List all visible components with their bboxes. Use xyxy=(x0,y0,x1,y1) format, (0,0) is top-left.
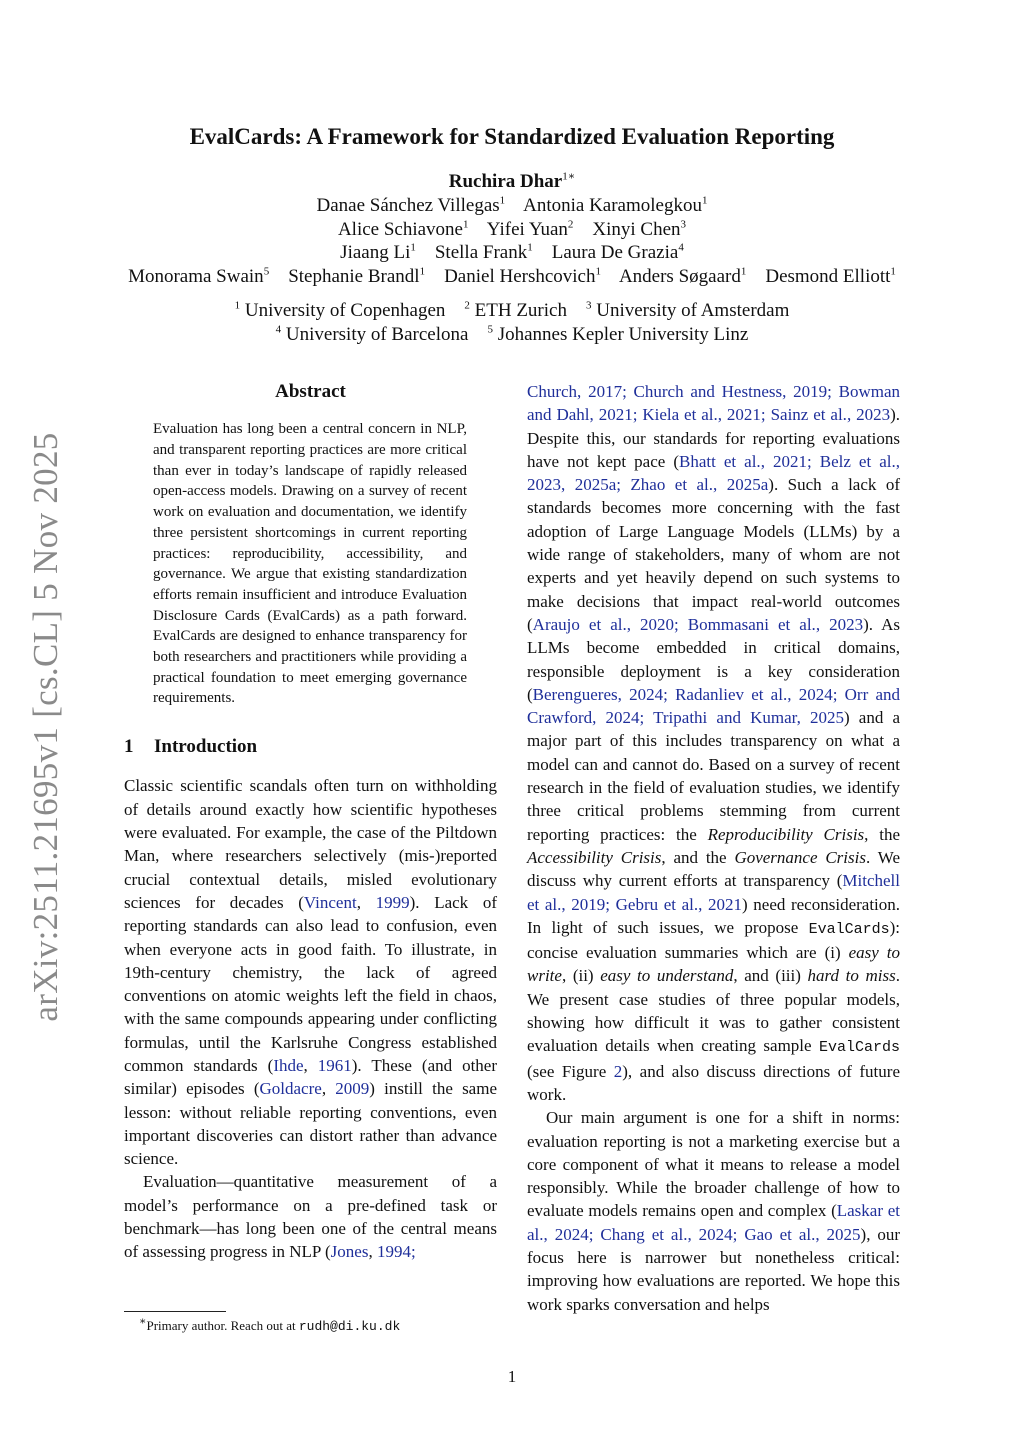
citation-sep: ; xyxy=(832,684,845,704)
citation-link[interactable]: 2023 xyxy=(527,475,561,495)
text-run: Classic scientific scandals often turn on withholding of details around exactly how scientific hypotheses were evaluated. For example, the case of the Piltdown Man, where researchers selectively (mis-)reported crucial contextual details, misled evolutionary sciences for decades ( xyxy=(124,776,497,912)
abstract-heading: Abstract xyxy=(275,381,346,402)
citation-sep: , xyxy=(561,475,575,495)
text-run: Our main argument is one for a shift in norms: evaluation reporting is not a marketing exercise but a core component of what it means to release a model responsibly. While the broader challenge of how to evaluate models remains open and complex ( xyxy=(527,1108,900,1221)
figure-ref-link[interactable]: 2 xyxy=(613,1061,623,1081)
text-run: ), and also discuss directions of future work. xyxy=(527,1061,900,1104)
citation-link[interactable]: Laskar et al. xyxy=(527,1201,900,1244)
text-run: ). Such a lack of standards becomes more concerning with the fast adoption of Large Language Models (LLMs) by a wide range of stakeholders, many of whom are not experts and yet heavily depend on such systems to make decisions that impact real-world outcomes ( xyxy=(527,475,900,634)
citation-link[interactable]: 1999 xyxy=(375,892,410,912)
citation-link[interactable]: Gebru et al. xyxy=(615,894,699,914)
right-column xyxy=(527,380,900,1316)
author-affil: 5 xyxy=(263,265,270,278)
page-number: 1 xyxy=(507,1367,517,1386)
citation-link[interactable]: 2017 xyxy=(588,382,623,401)
citation-link[interactable]: Orr and Crawford xyxy=(527,684,901,728)
citation-sep: , xyxy=(815,1224,827,1244)
text-run: (see Figure xyxy=(527,1061,614,1081)
citation-link[interactable]: 1961 xyxy=(317,1056,352,1075)
author-line-0 xyxy=(0,170,1024,194)
code-term: EvalCards xyxy=(808,920,890,938)
text-run: ) need reconsideration. In light of such issues, we propose xyxy=(527,894,901,937)
affil-num: 5 xyxy=(487,323,493,336)
affil-num: 3 xyxy=(585,299,592,312)
section-title: Introduction xyxy=(154,736,258,758)
right-paragraph-2 xyxy=(527,1106,900,1316)
arxiv-stamp: arXiv:2511.21695v1 [cs.CL] 5 Nov 2025 xyxy=(26,432,65,1022)
citation-link[interactable]: Bowman and Dahl xyxy=(527,382,900,425)
affil-name: ETH Zurich xyxy=(474,300,567,321)
citation-link[interactable]: Belz et al. xyxy=(819,451,896,471)
affil-num: 4 xyxy=(275,323,282,336)
text-run: ) instill the same lesson: without reliable reporting conventions, even important discoveries can distort rather than advance science. xyxy=(124,1079,497,1169)
text-run: , xyxy=(303,1056,318,1075)
author-name: Monorama Swain xyxy=(128,266,264,288)
citation-sep: , xyxy=(577,382,589,401)
author-name: Daniel Hershcovich xyxy=(444,266,596,288)
text-run: Evaluation—quantitative measurement of a model’s performance on a pre-defined task or benchmark—has long been one of the central means of assessing progress in NLP ( xyxy=(124,1172,497,1262)
affiliations xyxy=(0,299,1024,347)
citation-link[interactable]: 2025a xyxy=(726,475,769,495)
citation-sep: , xyxy=(589,405,599,425)
text-run: , (ii) xyxy=(561,966,601,986)
citation-sep: ; xyxy=(760,405,771,425)
text-run: ), our focus here is narrower but nonetheless critical: improving how evaluations are reported. We hope this work sparks conversation and helps xyxy=(527,1224,901,1314)
citation-link[interactable]: 2024 xyxy=(798,684,833,704)
citation-link[interactable]: Church and Hestness xyxy=(633,382,783,401)
author-line-3 xyxy=(0,241,1024,265)
citation-sep: , xyxy=(815,614,830,634)
citation-link[interactable]: Goldacre xyxy=(259,1079,322,1099)
right-paragraph-1 xyxy=(527,380,900,1106)
intro-paragraph-1 xyxy=(124,774,497,1170)
author-affil: 2 xyxy=(567,218,574,231)
author-affil: 1 xyxy=(419,265,426,278)
author-name: Desmond Elliott xyxy=(765,266,891,288)
citation-link[interactable]: Zhao et al. xyxy=(630,475,714,495)
author-affil: 1 xyxy=(595,265,601,278)
citation-link[interactable]: 2019 xyxy=(571,894,606,914)
author-block xyxy=(0,170,1024,289)
citation-sep: ; xyxy=(605,894,616,914)
citation-link[interactable]: 2024 xyxy=(698,1224,733,1244)
text-run: , and the xyxy=(661,847,735,867)
citation-sep: ; xyxy=(732,1224,745,1244)
citation-link[interactable]: Radanliev et al. xyxy=(675,684,788,704)
author-affil: 1 xyxy=(463,218,469,231)
citation-link[interactable]: 2021 xyxy=(726,405,761,425)
citation-sep: ; xyxy=(639,708,654,728)
citation-sep: , xyxy=(846,405,857,425)
footnote-rule xyxy=(124,1311,226,1312)
emphasis: Reproducibility Crisis xyxy=(707,824,865,844)
citation-sep: , xyxy=(543,1224,555,1244)
citation-link[interactable]: Vincent xyxy=(303,892,357,912)
footnote-mark: ∗ xyxy=(139,1315,147,1328)
citation-link[interactable]: 1994 xyxy=(376,1242,411,1262)
author-line-2 xyxy=(0,218,1024,242)
citation-link[interactable]: 2021 xyxy=(598,405,633,425)
author-name: Antonia Karamolegkou xyxy=(523,194,702,216)
citation-sep: ; xyxy=(806,451,820,471)
citation-link[interactable]: Jones xyxy=(330,1242,369,1262)
abstract-text: Evaluation has long been a central concern in NLP, and transparent reporting practices are more critical than ever in today’s landscape of rapidly released open-access models. Drawing on a survey of recent work on evaluation and documentation, we identify three persistent shortcomings in current reporting practices: reproducibility, accessibility, and governance. We argue that existing standardization efforts remain insufficient and introduce Evaluation Disclosure Cards (EvalCards) as a path forward. EvalCards are designed to enhance transparency for both researchers and practitioners while providing a practical foundation to meet emerging governance requirements. xyxy=(153,421,467,707)
citation-sep: ; xyxy=(632,405,643,425)
left-column xyxy=(124,380,497,1264)
text-run: ): concise evaluation summaries which are (i) xyxy=(527,917,900,963)
affil-name: University of Barcelona xyxy=(285,324,469,345)
citation-link[interactable]: Bhatt et al. xyxy=(679,451,761,471)
author-affil: 1 xyxy=(527,242,533,255)
author-name: Danae Sánchez Villegas xyxy=(316,194,500,216)
citation-link[interactable]: Sainz et al. xyxy=(770,405,847,425)
author-name: Jiaang Li xyxy=(340,242,411,264)
text-run: ). As LLMs become embedded in critical domains, responsible deployment is a key consideration ( xyxy=(527,614,900,704)
section-heading-introduction xyxy=(124,735,497,758)
citation-link[interactable]: 2023 xyxy=(829,614,864,634)
code-term: EvalCards xyxy=(818,1039,900,1057)
emphasis: hard to miss xyxy=(807,966,896,986)
author-name: Anders Søgaard xyxy=(618,266,741,288)
author-name: Stephanie Brandl xyxy=(288,266,420,288)
text-run: , and (iii) xyxy=(733,966,808,986)
text-run: ). Lack of reporting standards can also lead to confusion, even when everyone acts in good faith. To illustrate, in 19th-century chemistry, the lack of agreed conventions on atomic weights left the field in chaos, with the same compounds appearing under conflicting formulas, until the Karlsruhe Congress established common standards ( xyxy=(124,892,497,1075)
author-name: Laura De Grazia xyxy=(551,242,679,264)
citation-link[interactable]: Chang et al. xyxy=(600,1224,688,1244)
text-run: , the xyxy=(864,824,900,844)
citation-link[interactable]: 2021 xyxy=(708,894,742,914)
citation-sep: , xyxy=(626,614,640,634)
citation-link[interactable]: 2009 xyxy=(335,1079,370,1099)
author-affil: 1 xyxy=(410,242,416,255)
citation-sep: ; xyxy=(674,614,688,634)
affil-name: University of Copenhagen xyxy=(244,300,446,321)
author-affil: 3 xyxy=(680,218,687,231)
citation-link[interactable]: Araujo et al. xyxy=(532,614,627,634)
citation-sep: , xyxy=(617,684,630,704)
author-name: Yifei Yuan xyxy=(486,218,568,240)
author-line-4 xyxy=(0,265,1024,289)
citation-link[interactable]: Ihde xyxy=(273,1056,304,1075)
affil-name: Johannes Kepler University Linz xyxy=(497,324,749,345)
text-run: ). Despite this, our standards for reporting evaluations have not kept pace ( xyxy=(527,405,901,471)
citation-link[interactable]: Gao et al. xyxy=(744,1224,816,1244)
affil-name: University of Amsterdam xyxy=(596,300,790,321)
author-affil: 1 xyxy=(701,194,708,207)
citation-link[interactable]: 2021 xyxy=(772,451,807,471)
citation-sep: , xyxy=(782,382,794,401)
citation-sep: , xyxy=(895,451,900,471)
affil-num: 2 xyxy=(464,299,470,312)
citation-sep: ; xyxy=(588,1224,601,1244)
paper-title: EvalCards: A Framework for Standardized Evaluation Reporting xyxy=(189,124,835,149)
citation-sep: , xyxy=(592,708,606,728)
citation-link[interactable]: Berengueres xyxy=(532,684,618,704)
citation-link[interactable]: Church xyxy=(527,382,578,401)
text-run: . We discuss why current efforts at transparency ( xyxy=(527,847,900,891)
first-author-mark: 1∗ xyxy=(562,170,576,183)
text-run: ) and a major part of this includes transparency on what a model can and cannot do. Based on a survey of recent research in the field of evaluation studies, we identify three critical problems stemming from current reporting practices: the xyxy=(527,708,901,844)
footnote-email[interactable]: rudh@di.ku.dk xyxy=(298,1319,401,1334)
emphasis: Accessibility Crisis xyxy=(527,847,662,867)
citation-sep: , xyxy=(787,684,799,704)
author-affil: 1 xyxy=(499,194,506,207)
text-run: , xyxy=(368,1242,377,1262)
citation-sep: , xyxy=(717,405,727,425)
author-affil: 1 xyxy=(740,265,747,278)
citation-link[interactable]: 2019 xyxy=(793,382,828,401)
intro-paragraph-2 xyxy=(124,1170,497,1263)
citation-link[interactable]: 2024 xyxy=(554,1224,589,1244)
citation-sep: , xyxy=(687,1224,699,1244)
text-run: , xyxy=(321,1079,336,1099)
citation-sep: , xyxy=(796,708,810,728)
citation-separator: ; xyxy=(410,1242,416,1262)
text-run: ). These (and other similar) episodes ( xyxy=(124,1056,498,1099)
author-name: Xinyi Chen xyxy=(592,218,681,240)
citation-link[interactable]: 2025 xyxy=(826,1224,861,1244)
citation-link[interactable]: Mitchell et al. xyxy=(527,871,900,914)
emphasis: easy to write xyxy=(527,943,900,986)
citation-sep: ; xyxy=(827,382,839,401)
citation-link[interactable]: 2020 xyxy=(640,614,674,634)
citation-link[interactable]: 2024 xyxy=(629,684,664,704)
text-run: . We present case studies of three popular models, showing how difficult it was to gather consistent evaluation details when creating sample xyxy=(527,966,900,1056)
citation-link[interactable]: 2024 xyxy=(605,708,640,728)
citation-link[interactable]: Tripathi and Kumar xyxy=(653,708,797,728)
affiliation-line-1 xyxy=(0,299,1024,323)
author-name: Stella Frank xyxy=(434,242,528,264)
author-affil: 4 xyxy=(678,242,684,255)
citation-link[interactable]: Kiela et al. xyxy=(642,405,718,425)
author-affil: 1 xyxy=(890,265,896,278)
citation-link[interactable]: 2025a xyxy=(574,475,617,495)
citation-link[interactable]: Bommasani et al. xyxy=(687,614,816,634)
citation-sep: ; xyxy=(622,382,634,401)
author-line-1 xyxy=(0,194,1024,218)
citation-sep: , xyxy=(760,451,773,471)
affil-num: 1 xyxy=(234,299,241,312)
citation-sep: , xyxy=(713,475,727,495)
footnote-text: Primary author. Reach out at xyxy=(146,1318,299,1333)
emphasis: Governance Crisis xyxy=(734,847,866,867)
section-number: 1 xyxy=(124,736,134,758)
first-author-name: Ruchira Dhar xyxy=(448,171,563,192)
author-name: Alice Schiavone xyxy=(337,218,463,240)
text-run: , xyxy=(356,892,376,912)
citation-link[interactable]: 2023 xyxy=(856,405,891,425)
affiliation-line-2 xyxy=(0,323,1024,347)
emphasis: easy to understand xyxy=(600,966,734,986)
citation-sep: ; xyxy=(663,684,676,704)
citation-sep: ; xyxy=(616,475,631,495)
footnote xyxy=(139,1317,400,1335)
citation-link[interactable]: 2025 xyxy=(810,708,844,728)
citation-sep: , xyxy=(561,894,572,914)
citation-sep: , xyxy=(698,894,708,914)
